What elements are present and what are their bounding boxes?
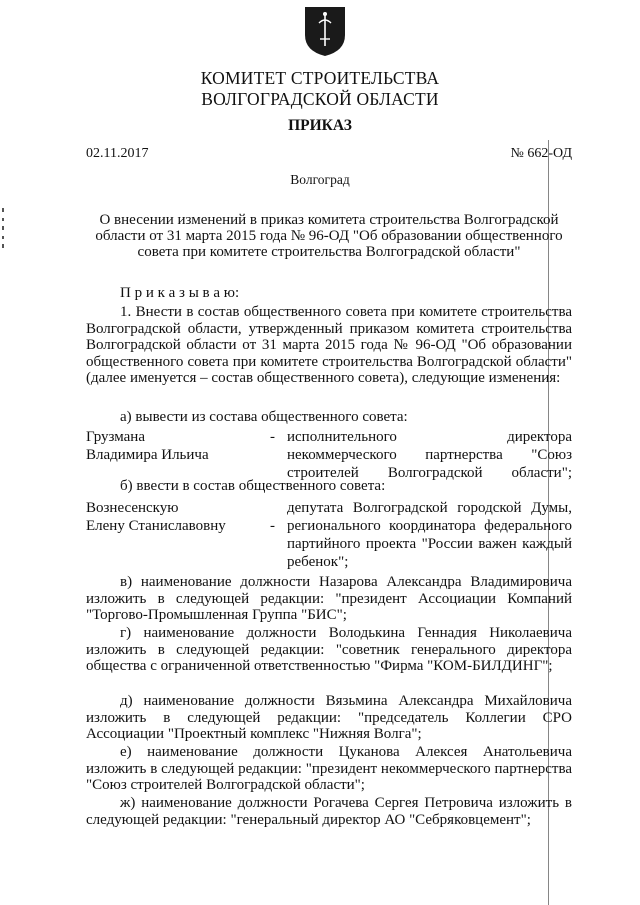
paragraph-item-1: 1. Внести в состав общественного совета при комитете строительства Волгоградской области, утвержденный приказом комитета строительства Волгоградской области от 31 марта 2015 года № 96-ОД "Об образовании общественного совета при комитете строительства Волгоградской области" (далее именуется – состав общественного совета), следующие изменения: <box>86 304 572 386</box>
member-dash: - <box>270 518 275 534</box>
document-city: Волгоград <box>290 172 350 187</box>
scan-edge-mark <box>2 244 4 248</box>
added-member-row <box>86 499 572 573</box>
member-given-names: Елену Станиславовну <box>86 518 226 534</box>
paragraph-item-d: д) наименование должности Вязьмина Александра Михайловича изложить в следующей редакции: "председатель Коллегии СРО Ассоциации "Проектный комплекс "Нижняя Волга"; <box>86 693 572 742</box>
member-dash: - <box>270 429 275 445</box>
member-surname: Грузмана <box>86 429 145 445</box>
paragraph-b-intro: б) ввести в состав общественного совета: <box>120 478 386 494</box>
member-description: депутата Волгоградской городской Думы, регионального координатора федерального партийного проекта "России важен каждый ребенок"; <box>287 500 572 570</box>
document-date: 02.11.2017 <box>86 146 149 161</box>
volgograd-coat-of-arms-icon <box>303 5 347 57</box>
scan-edge-mark <box>2 218 4 221</box>
paragraph-item-v: в) наименование должности Назарова Александра Владимировича изложить в следующей редакции: "президент Ассоциации Компаний "Торгово-Промышленная Группа "БИС"; <box>86 574 572 623</box>
paragraph-item-g: г) наименование должности Володькина Геннадия Николаевича изложить в следующей редакции: "советник генерального директора общества с ограниченной ответственностью "Фирма "КОМ-БИЛДИНГ"; <box>86 625 572 674</box>
committee-name-line1: КОМИТЕТ СТРОИТЕЛЬСТВА <box>200 68 440 88</box>
paragraph-a-intro: а) вывести из состава общественного совета: <box>120 409 408 425</box>
member-given-names: Владимира Ильича <box>86 447 209 463</box>
scan-edge-mark <box>2 226 4 230</box>
order-word: П р и к а з ы в а ю: <box>120 285 240 301</box>
member-surname: Вознесенскую <box>86 500 179 516</box>
paragraph-item-zh: ж) наименование должности Рогачева Сергея Петровича изложить в следующей редакции: "генеральный директор АО "Себряковцемент"; <box>86 795 572 828</box>
document-subject: О внесении изменений в приказ комитета строительства Волгоградской области от 31 марта 2015 года № 96-ОД "Об образовании общественного совета при комитете строительства Волгоградской области" <box>95 212 563 260</box>
paragraph-item-e: е) наименование должности Цуканова Алексея Анатольевича изложить в следующей редакции: "президент некоммерческого партнерства "Союз строителей Волгоградской области"; <box>86 744 572 793</box>
document-type: ПРИКАЗ <box>288 117 352 134</box>
removed-member-row <box>86 428 572 484</box>
scan-edge-mark <box>2 208 4 212</box>
scan-edge-mark <box>2 236 4 239</box>
member-description: исполнительного директора некоммерческого партнерства "Союз строителей Волгоградской области"; <box>287 429 572 481</box>
committee-name-line2: ВОЛГОГРАДСКОЙ ОБЛАСТИ <box>201 89 439 109</box>
document-number: № 662-ОД <box>510 146 572 161</box>
